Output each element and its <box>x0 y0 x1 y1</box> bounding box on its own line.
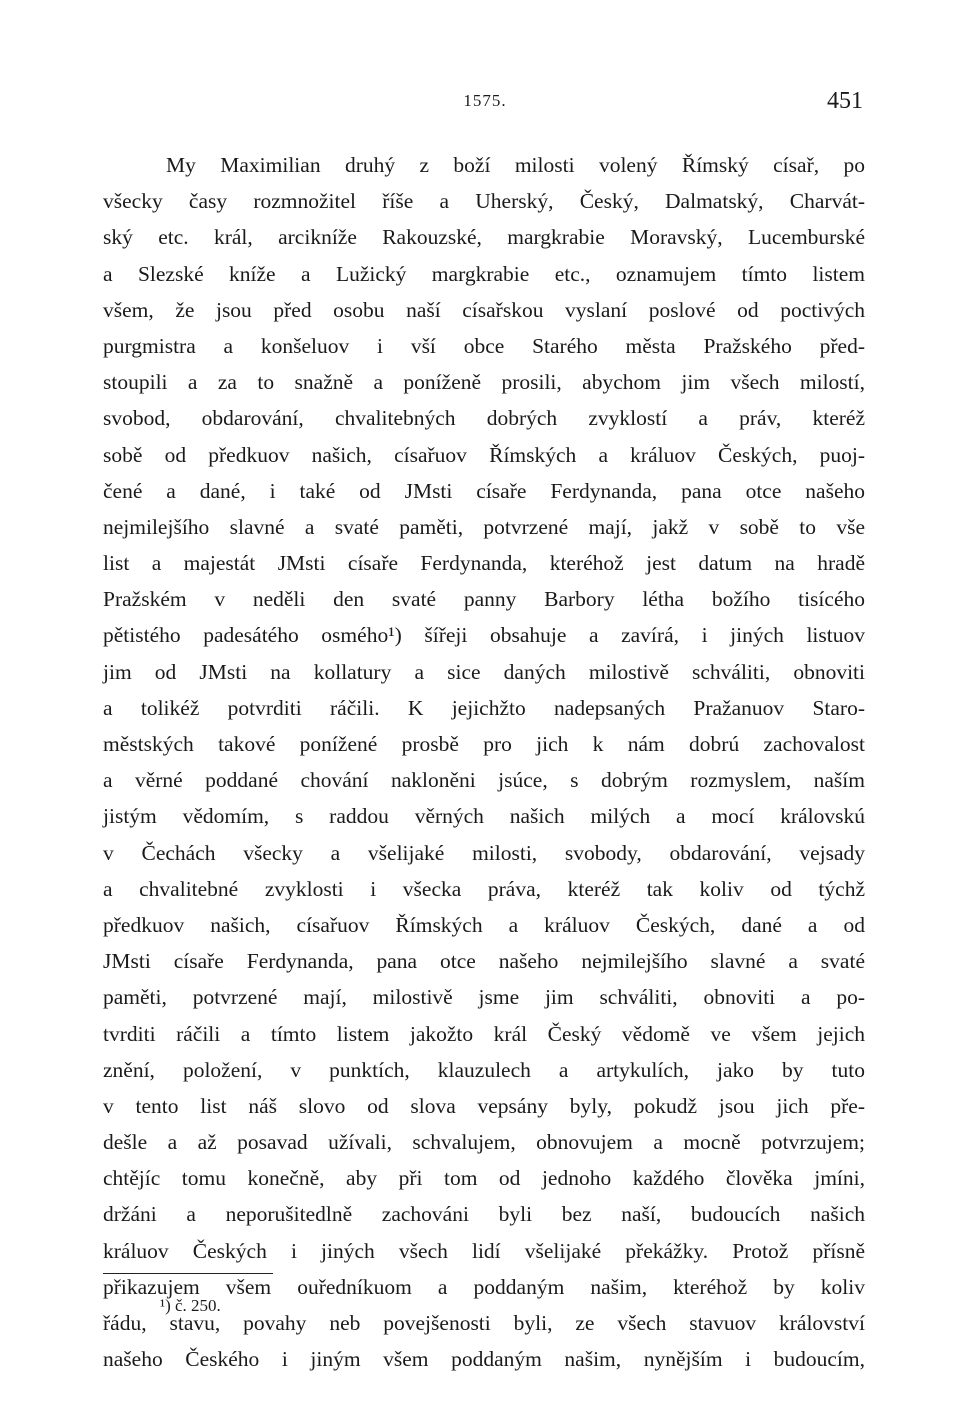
text-line: paměti, potvrzené mají, milostivě jsme jim schváliti, obnoviti a po- <box>103 985 865 1010</box>
text-line: králuov Českých i jiných všech lidí všelijaké překážky. Protož přísně <box>103 1238 865 1263</box>
body-text <box>103 147 865 1377</box>
text-line: řádu, stavu, povahy neb povejšenosti byli, ze všech stavuov království <box>103 1311 865 1335</box>
text-line: pětistého padesátého osmého¹) šířeji obsahuje a zavírá, i jiných listuov <box>103 623 865 648</box>
text-line: jistým vědomím, s raddou věrných našich milých a mocí královskú <box>103 804 865 829</box>
text-line: v tento list náš slovo od slova vepsány byly, pokudž jsou jich pře- <box>103 1093 865 1118</box>
text-line: svobod, obdarování, chvalitebných dobrých zvyklostí a práv, kteréž <box>103 406 865 431</box>
text-line: našeho Českého i jiným všem poddaným našim, nynějším i budoucím, <box>103 1347 865 1372</box>
text-line: My Maximilian druhý z boží milosti volený Římský císař, po <box>166 153 865 177</box>
footnote-rule <box>103 1273 273 1274</box>
text-line: dešle a až posavad užívali, schvalujem, obnovujem a mocně potvrzujem; <box>103 1130 865 1155</box>
text-line: přikazujem všem ouředníkuom a poddaným našim, kteréhož by koliv <box>103 1274 865 1299</box>
text-line: sobě od předkuov našich, císařuov Římských a králuov Českých, puoj- <box>103 442 865 467</box>
text-line: v Čechách všecky a všelijaké milosti, svobody, obdarování, vejsady <box>103 840 865 865</box>
text-line: čené a dané, i také od JMsti císaře Ferdynanda, pana otce našeho <box>103 478 865 503</box>
text-line: a tolikéž potvrditi ráčili. K jejichžto nadepsaných Pražanuov Staro- <box>103 695 865 720</box>
text-line: stoupili a za to snažně a poníženě prosili, abychom jim všech milostí, <box>103 370 865 395</box>
text-line: držáni a neporušitedlně zachováni byli bez naší, budoucích našich <box>103 1202 865 1227</box>
text-line: znění, položení, v punktích, klauzulech a artykulích, jako by tuto <box>103 1057 865 1082</box>
text-line: a Slezské kníže a Lužický margkrabie etc., oznamujem tímto listem <box>103 261 865 286</box>
text-line: ský etc. král, arcikníže Rakouzské, margkrabie Moravský, Lucemburské <box>103 225 865 250</box>
text-line: nejmilejšího slavné a svaté paměti, potvrzené mají, jakž v sobě to vše <box>103 514 865 539</box>
text-line: všecky časy rozmnožitel říše a Uherský, Český, Dalmatský, Charvát- <box>103 189 865 214</box>
text-line: Pražském v neděli den svaté panny Barbory létha božího tisícého <box>103 587 865 612</box>
text-line: všem, že jsou před osobu naší císařskou vyslaní poslové od poctivých <box>103 297 865 322</box>
text-line: a chvalitebné zvyklosti i všecka práva, kteréž tak koliv od týchž <box>103 876 865 901</box>
text-line: a věrné poddané chování nakloněni jsúce, s dobrým rozmyslem, naším <box>103 768 865 793</box>
text-line: chtějíc tomu konečně, aby při tom od jednoho každého člověka jmíni, <box>103 1166 865 1191</box>
text-line: předkuov našich, císařuov Římských a králuov Českých, dané a od <box>103 912 865 937</box>
page-header <box>105 88 865 118</box>
text-line: městských takové ponížené prosbě pro jich k nám dobrú zachovalost <box>103 732 865 756</box>
text-line: JMsti císaře Ferdynanda, pana otce našeho nejmilejšího slavné a svaté <box>103 949 865 974</box>
text-line: purgmistra a konšeluov i vší obce Starého města Pražského před- <box>103 333 865 358</box>
footnote: ¹) č. 250. <box>160 1296 221 1315</box>
page-number: 451 <box>827 88 863 114</box>
running-head-year: 1575. <box>463 91 507 110</box>
text-line: jim od JMsti na kollatury a sice daných milostivě schváliti, obnoviti <box>103 659 865 684</box>
text-line: list a majestát JMsti císaře Ferdynanda, kteréhož jest datum na hradě <box>103 551 865 576</box>
text-line: tvrditi ráčili a tímto listem jakožto král Český vědomě ve všem jejich <box>103 1021 865 1046</box>
